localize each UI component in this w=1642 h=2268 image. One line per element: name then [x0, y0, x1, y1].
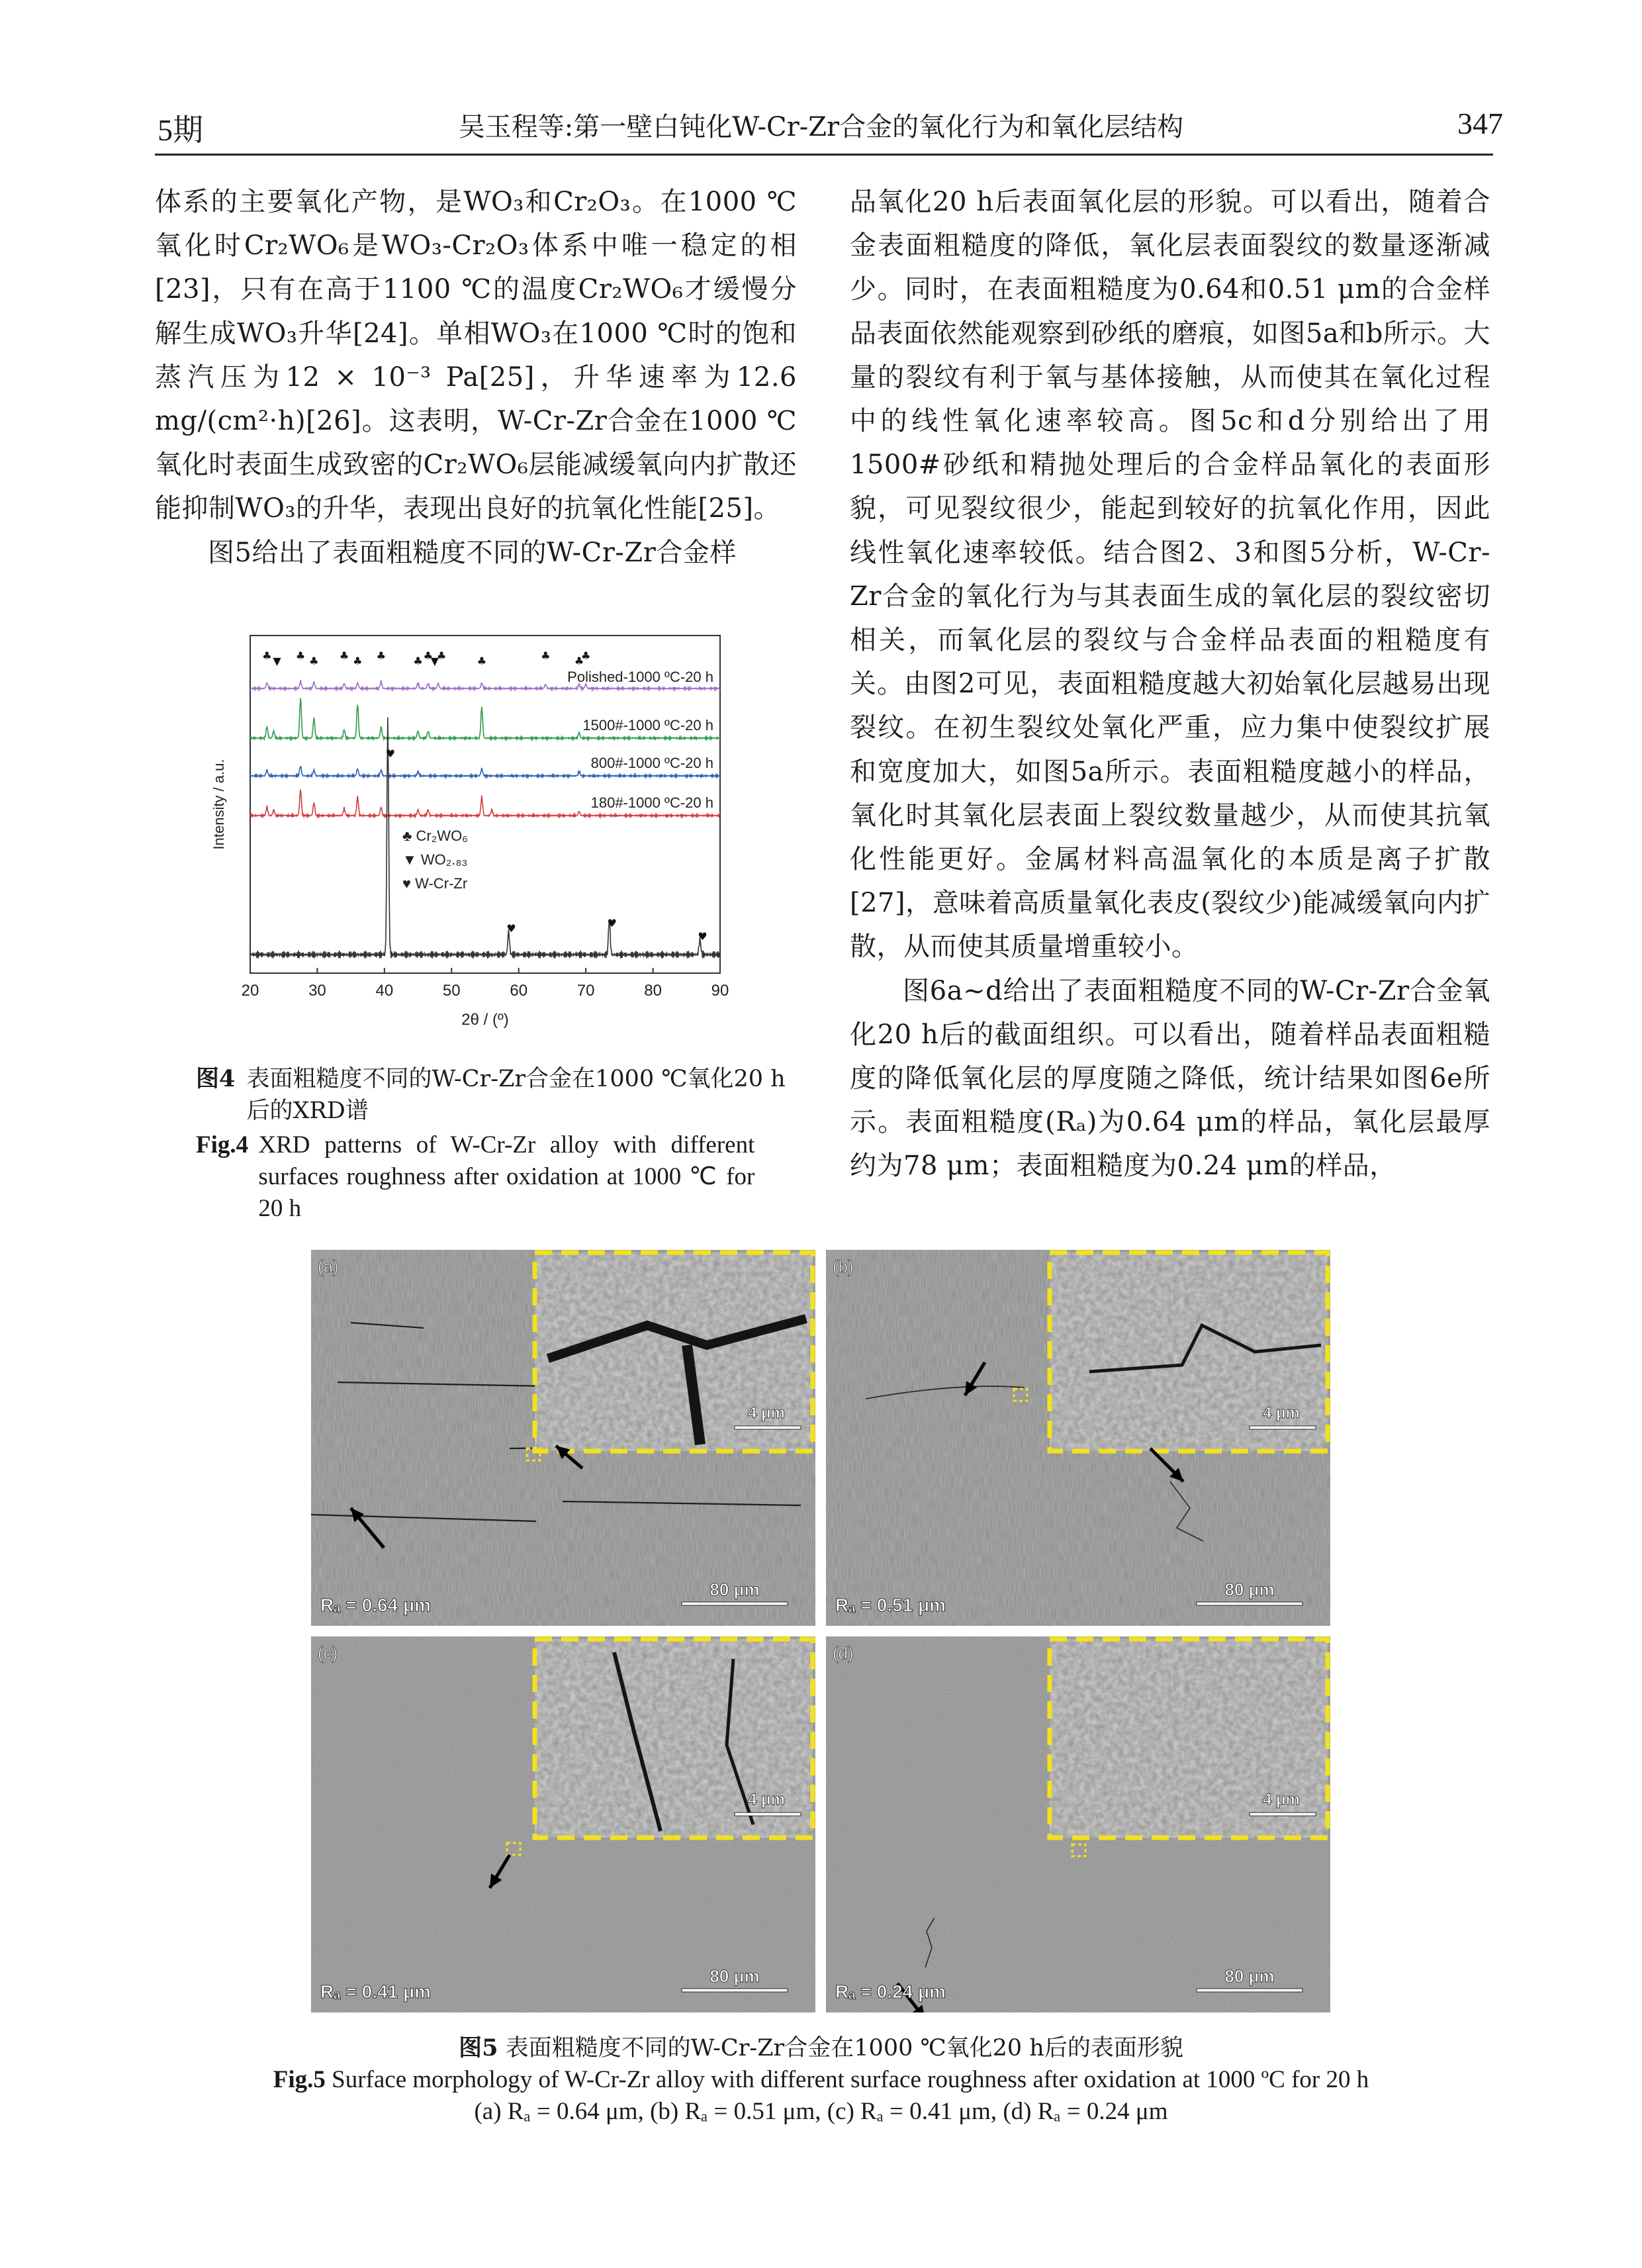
peak-marker: ♣	[339, 649, 349, 662]
fig4-en-label: Fig.4	[196, 1131, 249, 1158]
peak-marker: ♣	[423, 649, 433, 662]
scale-bar-label: 80 μm	[1224, 1966, 1275, 1986]
scale-bar	[682, 1989, 788, 1992]
paragraph: 品氧化20 h后表面氧化层的形貌。可以看出，随着合金表面粗糙度的降低，氧化层表面裂纹的数量逐渐减少。同时，在表面粗糙度为0.64和0.51 μm的合金样品表面依然能观察到砂纸的磨痕，如图5a和b所示。大量的裂纹有利于氧与基体接触，从而使其在氧化过程中的线性氧化速率较高。图5c和d分别给出了用1500#砂纸和精抛处理后的合金样品氧化的表面形貌，可见裂纹很少，能起到较好的抗氧化作用，因此线性氧化速率较低。结合图2、3和图5分析，W-Cr-Zr合金的氧化行为与其表面生成的氧化层的裂纹密切相关，而氧化层的裂纹与合金样品表面的粗糙度有关。由图2可见，表面粗糙度越大初始氧化层越易出现裂纹。在初生裂纹处氧化严重，应力集中使裂纹扩展和宽度加大，如图5a所示。表面粗糙度越小的样品，氧化时其氧化层表面上裂纹数量越少，从而使其抗氧化性能更好。金属材料高温氧化的本质是离子扩散[27]，意味着高质量氧化表皮(裂纹少)能减缓氧向内扩散，从而使其质量增重较小。	[850, 187, 1490, 963]
roughness-label: Rₐ = 0.24 μm	[835, 1981, 946, 2002]
peak-marker: ♥	[506, 922, 516, 935]
x-tick-label: 30	[308, 982, 326, 1000]
scale-bar-label: 80 μm	[1224, 1580, 1275, 1599]
peak-marker: ♥	[385, 747, 396, 760]
inset-scale-label: 4 μm	[1262, 1404, 1300, 1422]
peak-marker: ♣	[413, 655, 423, 667]
peak-marker: ♣	[262, 649, 272, 662]
paragraph: 体系的主要氧化产物，是WO₃和Cr₂O₃。在1000 ℃氧化时Cr₂WO₆是WO₃-Cr₂O₃体系中唯一稳定的相[23]，只有在高于1100 ℃的温度Cr₂WO₆才缓慢分解生成WO₃升华[24]。单相WO₃在1000 ℃时的饱和蒸汽压为12 × 10⁻³ Pa[25]，升华速率为12.6 mg/(cm²·h)[26]。这表明，W-Cr-Zr合金在1000 ℃氧化时表面生成致密的Cr₂WO₆层能减缓氧向内扩散还能抑制WO₃的升华，表现出良好的抗氧化性能[25]。	[155, 187, 797, 524]
sem-panel	[311, 1636, 815, 2012]
inset-scale-bar	[1250, 1813, 1316, 1816]
fig4-caption-en	[196, 1129, 778, 1225]
fig5-cn-text: 表面粗糙度不同的W-Cr-Zr合金在1000 ℃氧化20 h后的表面形貌	[505, 2035, 1183, 2061]
fig4-en-text: XRD patterns of W-Cr-Zr alloy with different surfaces roughness after oxidation at 1000 ℃ for 20 h	[258, 1131, 755, 1222]
fig5-caption-cn	[0, 2032, 1642, 2064]
fig5-en-label: Fig.5	[273, 2066, 326, 2093]
scale-bar	[1197, 1989, 1302, 1992]
legend-entry: ▼ WO₂.₈₃	[402, 851, 468, 868]
peak-marker: ♥	[698, 930, 707, 943]
curve-label: 1500#-1000 ºC-20 h	[582, 717, 713, 733]
x-tick-label: 60	[510, 982, 528, 1000]
fig5-en-text: Surface morphology of W-Cr-Zr alloy with different surface roughness after oxidation at 1000 ºC for 20 h	[332, 2066, 1369, 2093]
fig4-caption-cn	[196, 1063, 805, 1127]
fig5-caption-en	[0, 2064, 1642, 2096]
panel-label: (a)	[318, 1256, 339, 1276]
inset-scale-bar	[735, 1813, 801, 1816]
roughness-label: Rₐ = 0.64 μm	[320, 1595, 432, 1615]
legend-entry: ♥ W-Cr-Zr	[402, 875, 468, 892]
paragraph: 图6a~d给出了表面粗糙度不同的W-Cr-Zr合金氧化20 h后的截面组织。可以看出，随着样品表面粗糙度的降低氧化层的厚度随之降低，统计结果如图6e所示。表面粗糙度(Rₐ)为0.64 μm的样品，氧化层最厚约为78 μm；表面粗糙度为0.24 μm的样品，	[850, 975, 1490, 1182]
fig5-caption-sub: (a) Rₐ = 0.64 μm, (b) Rₐ = 0.51 μm, (c) Rₐ = 0.41 μm, (d) Rₐ = 0.24 μm	[474, 2098, 1168, 2125]
x-axis-label: 2θ / (º)	[461, 1011, 509, 1029]
curve-label: 180#-1000 ºC-20 h	[590, 794, 713, 811]
sem-panel	[826, 1250, 1330, 1626]
curve-label: 800#-1000 ºC-20 h	[590, 755, 713, 771]
sem-figure	[311, 1250, 1330, 2012]
fig4-cn-label: 图4	[196, 1065, 236, 1092]
right-column	[850, 180, 1490, 1188]
page-number: 347	[1457, 107, 1503, 140]
x-tick-label: 40	[375, 982, 394, 1000]
fig5-cn-label: 图5	[459, 2034, 498, 2061]
issue-number: 5期	[158, 113, 203, 147]
peak-marker: ♣	[477, 655, 487, 667]
header-rule	[155, 154, 1493, 156]
xrd-chart	[204, 622, 747, 1046]
peak-marker: ♣	[580, 649, 591, 662]
peak-marker: ♣	[376, 649, 386, 662]
left-column	[155, 180, 797, 575]
scale-bar-label: 80 μm	[709, 1966, 760, 1986]
peak-marker: ▼	[273, 655, 281, 667]
inset-scale-bar	[1250, 1426, 1316, 1429]
panel-label: (d)	[833, 1643, 854, 1663]
xrd-series-line	[250, 718, 720, 959]
peak-marker: ♥	[607, 917, 617, 929]
scale-bar-label: 80 μm	[709, 1580, 760, 1599]
fig4-cn-text: 表面粗糙度不同的W-Cr-Zr合金在1000 ℃氧化20 h后的XRD谱	[246, 1066, 786, 1124]
inset-scale-label: 4 μm	[747, 1404, 786, 1422]
roughness-label: Rₐ = 0.51 μm	[835, 1595, 946, 1615]
legend-entry: ♣ Cr₂WO₆	[402, 827, 469, 844]
inset-scale-label: 4 μm	[1262, 1791, 1300, 1809]
panel-label: (c)	[318, 1643, 338, 1663]
peak-marker: ♣	[353, 655, 363, 667]
scale-bar	[682, 1602, 788, 1605]
fig5-caption	[0, 2032, 1642, 2128]
peak-marker: ▼	[430, 655, 439, 667]
peak-marker: ♣	[295, 649, 306, 662]
roughness-label: Rₐ = 0.41 μm	[320, 1981, 432, 2002]
peak-marker: ♣	[574, 655, 584, 667]
scale-bar	[1197, 1602, 1302, 1605]
x-tick-label: 80	[644, 982, 662, 1000]
x-tick-label: 20	[241, 982, 259, 1000]
peak-marker: ♣	[541, 649, 551, 662]
x-tick-label: 70	[576, 982, 595, 1000]
sem-panel	[826, 1636, 1330, 2012]
peak-marker: ♣	[436, 649, 447, 662]
running-title: 吴玉程等:第一壁白钝化W-Cr-Zr合金的氧化行为和氧化层结构	[458, 112, 1184, 142]
sem-panel	[311, 1250, 815, 1626]
curve-label: Polished-1000 ºC-20 h	[567, 669, 713, 685]
panel-label: (b)	[833, 1256, 854, 1276]
y-axis-label: Intensity / a.u.	[210, 759, 227, 850]
peak-marker: ♣	[309, 655, 319, 667]
inset-scale-label: 4 μm	[747, 1791, 786, 1809]
x-tick-label: 50	[442, 982, 461, 1000]
x-tick-label: 90	[711, 982, 729, 1000]
inset-scale-bar	[735, 1426, 801, 1429]
paragraph: 图5给出了表面粗糙度不同的W-Cr-Zr合金样	[208, 537, 737, 568]
